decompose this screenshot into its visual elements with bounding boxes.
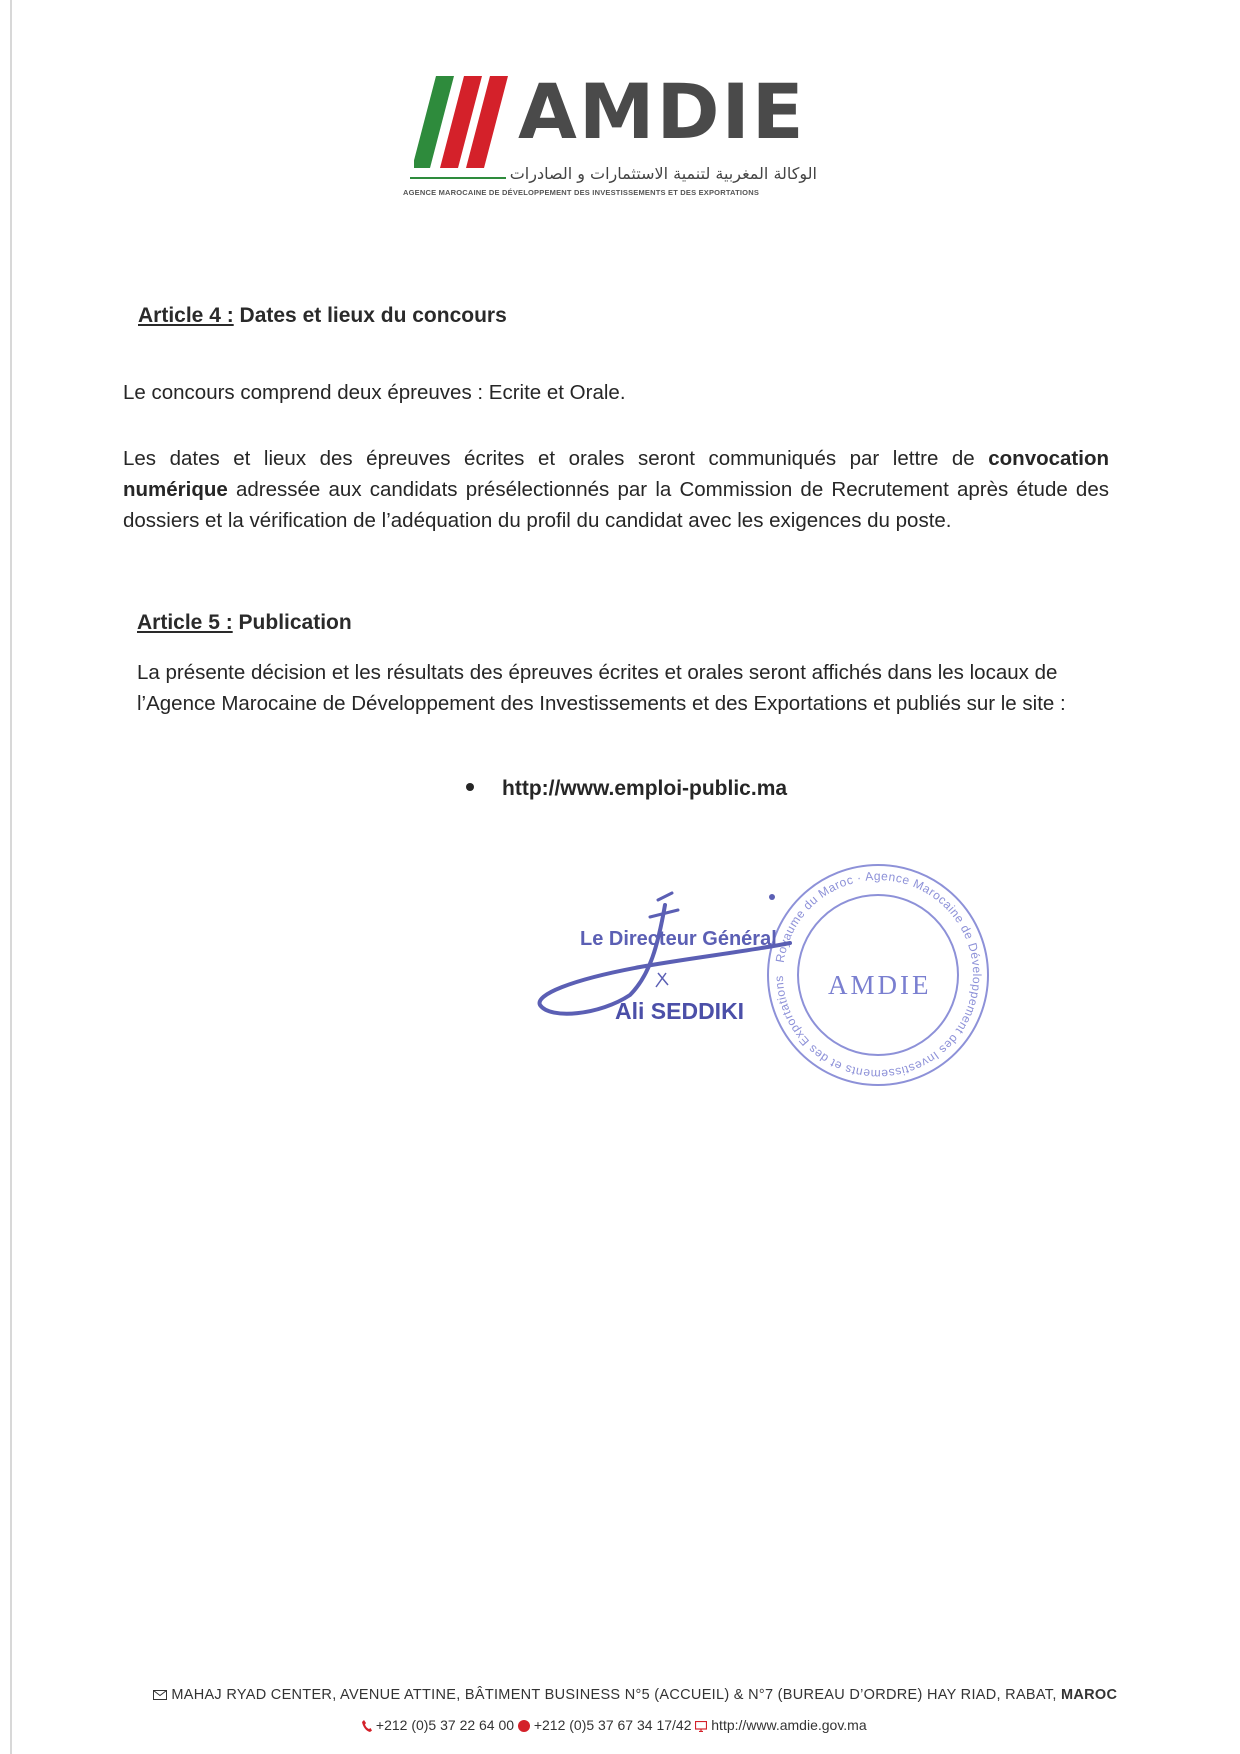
phone-icon [362,1720,372,1732]
article-5-title: Publication [232,611,352,634]
article-4-title: Dates et lieux du concours [233,304,507,327]
stamp-center-text: AMDIE [828,970,932,1000]
footer-fax: +212 (0)5 37 67 34 17/42 [533,1717,692,1733]
footer-contacts [362,1717,867,1733]
logo-arabic-name: الوكالة المغربية لتنمية الاستثمارات و الصادرات [509,164,817,183]
article-5-label: Article 5 : [137,611,233,634]
fax-icon [518,1720,530,1732]
mail-icon [153,1690,167,1700]
footer-address-text: MAHAJ RYAD CENTER, AVENUE ATTINE, BÂTIMENT BUSINESS N°5 (ACCUEIL) & N°7 (BUREAU D’ORDRE) HAY RIAD, RABAT, [171,1687,1061,1703]
footer-website-link[interactable]: http://www.amdie.gov.ma [711,1717,867,1733]
article-4-paragraph-1: Le concours comprend deux épreuves : Ecrite et Orale. [123,381,626,404]
signature-block [530,855,1010,1115]
scan-edge [10,0,12,1754]
logo-wordmark: AMDIE [518,67,806,156]
handwritten-signature [530,855,830,1055]
para2-text-a: Les dates et lieux des épreuves écrites et orales seront communiqués par lettre de [123,447,989,470]
signatory-title: Le Directeur Général [580,928,777,950]
article-4-heading [138,304,507,328]
article-4-label: Article 4 : [138,304,234,327]
publication-link-item [466,777,787,801]
article-5-heading [137,611,352,635]
monitor-icon [695,1721,707,1732]
bullet-icon [466,783,474,791]
signatory-name: Ali SEDDIKI [615,998,745,1024]
svg-text:Royaume du Maroc · Agence Maro: Royaume du Maroc · Agence Marocaine de Développement des Investissements et des Exportations [771,868,985,1082]
para2-text-b: adressée aux candidats présélectionnés par la Commission de Recrutement après étude des dossiers et la vérification de l’adéquation du profil du candidat avec les exigences du poste. [123,478,1109,532]
logo-rule [410,177,506,179]
amdie-logo [400,67,820,200]
footer-address [153,1687,1153,1703]
footer-phone: +212 (0)5 37 22 64 00 [375,1717,515,1733]
logo-subtitle: AGENCE MAROCAINE DE DÉVELOPPEMENT DES INVESTISSEMENTS ET DES EXPORTATIONS [403,188,760,197]
convocation-emphasis: convocation numérique [123,447,1109,501]
article-4-paragraph-2 [123,443,1109,536]
emploi-public-link[interactable]: http://www.emploi-public.ma [502,777,788,800]
article-5-paragraph: La présente décision et les résultats des épreuves écrites et orales seront affichés dans les locaux de l’Agence Marocaine de Développement des Investissements et des Exportations et publiés sur le site : [137,661,1066,715]
footer-country: MAROC [1061,1687,1118,1703]
logo-slashes-icon [414,76,514,168]
